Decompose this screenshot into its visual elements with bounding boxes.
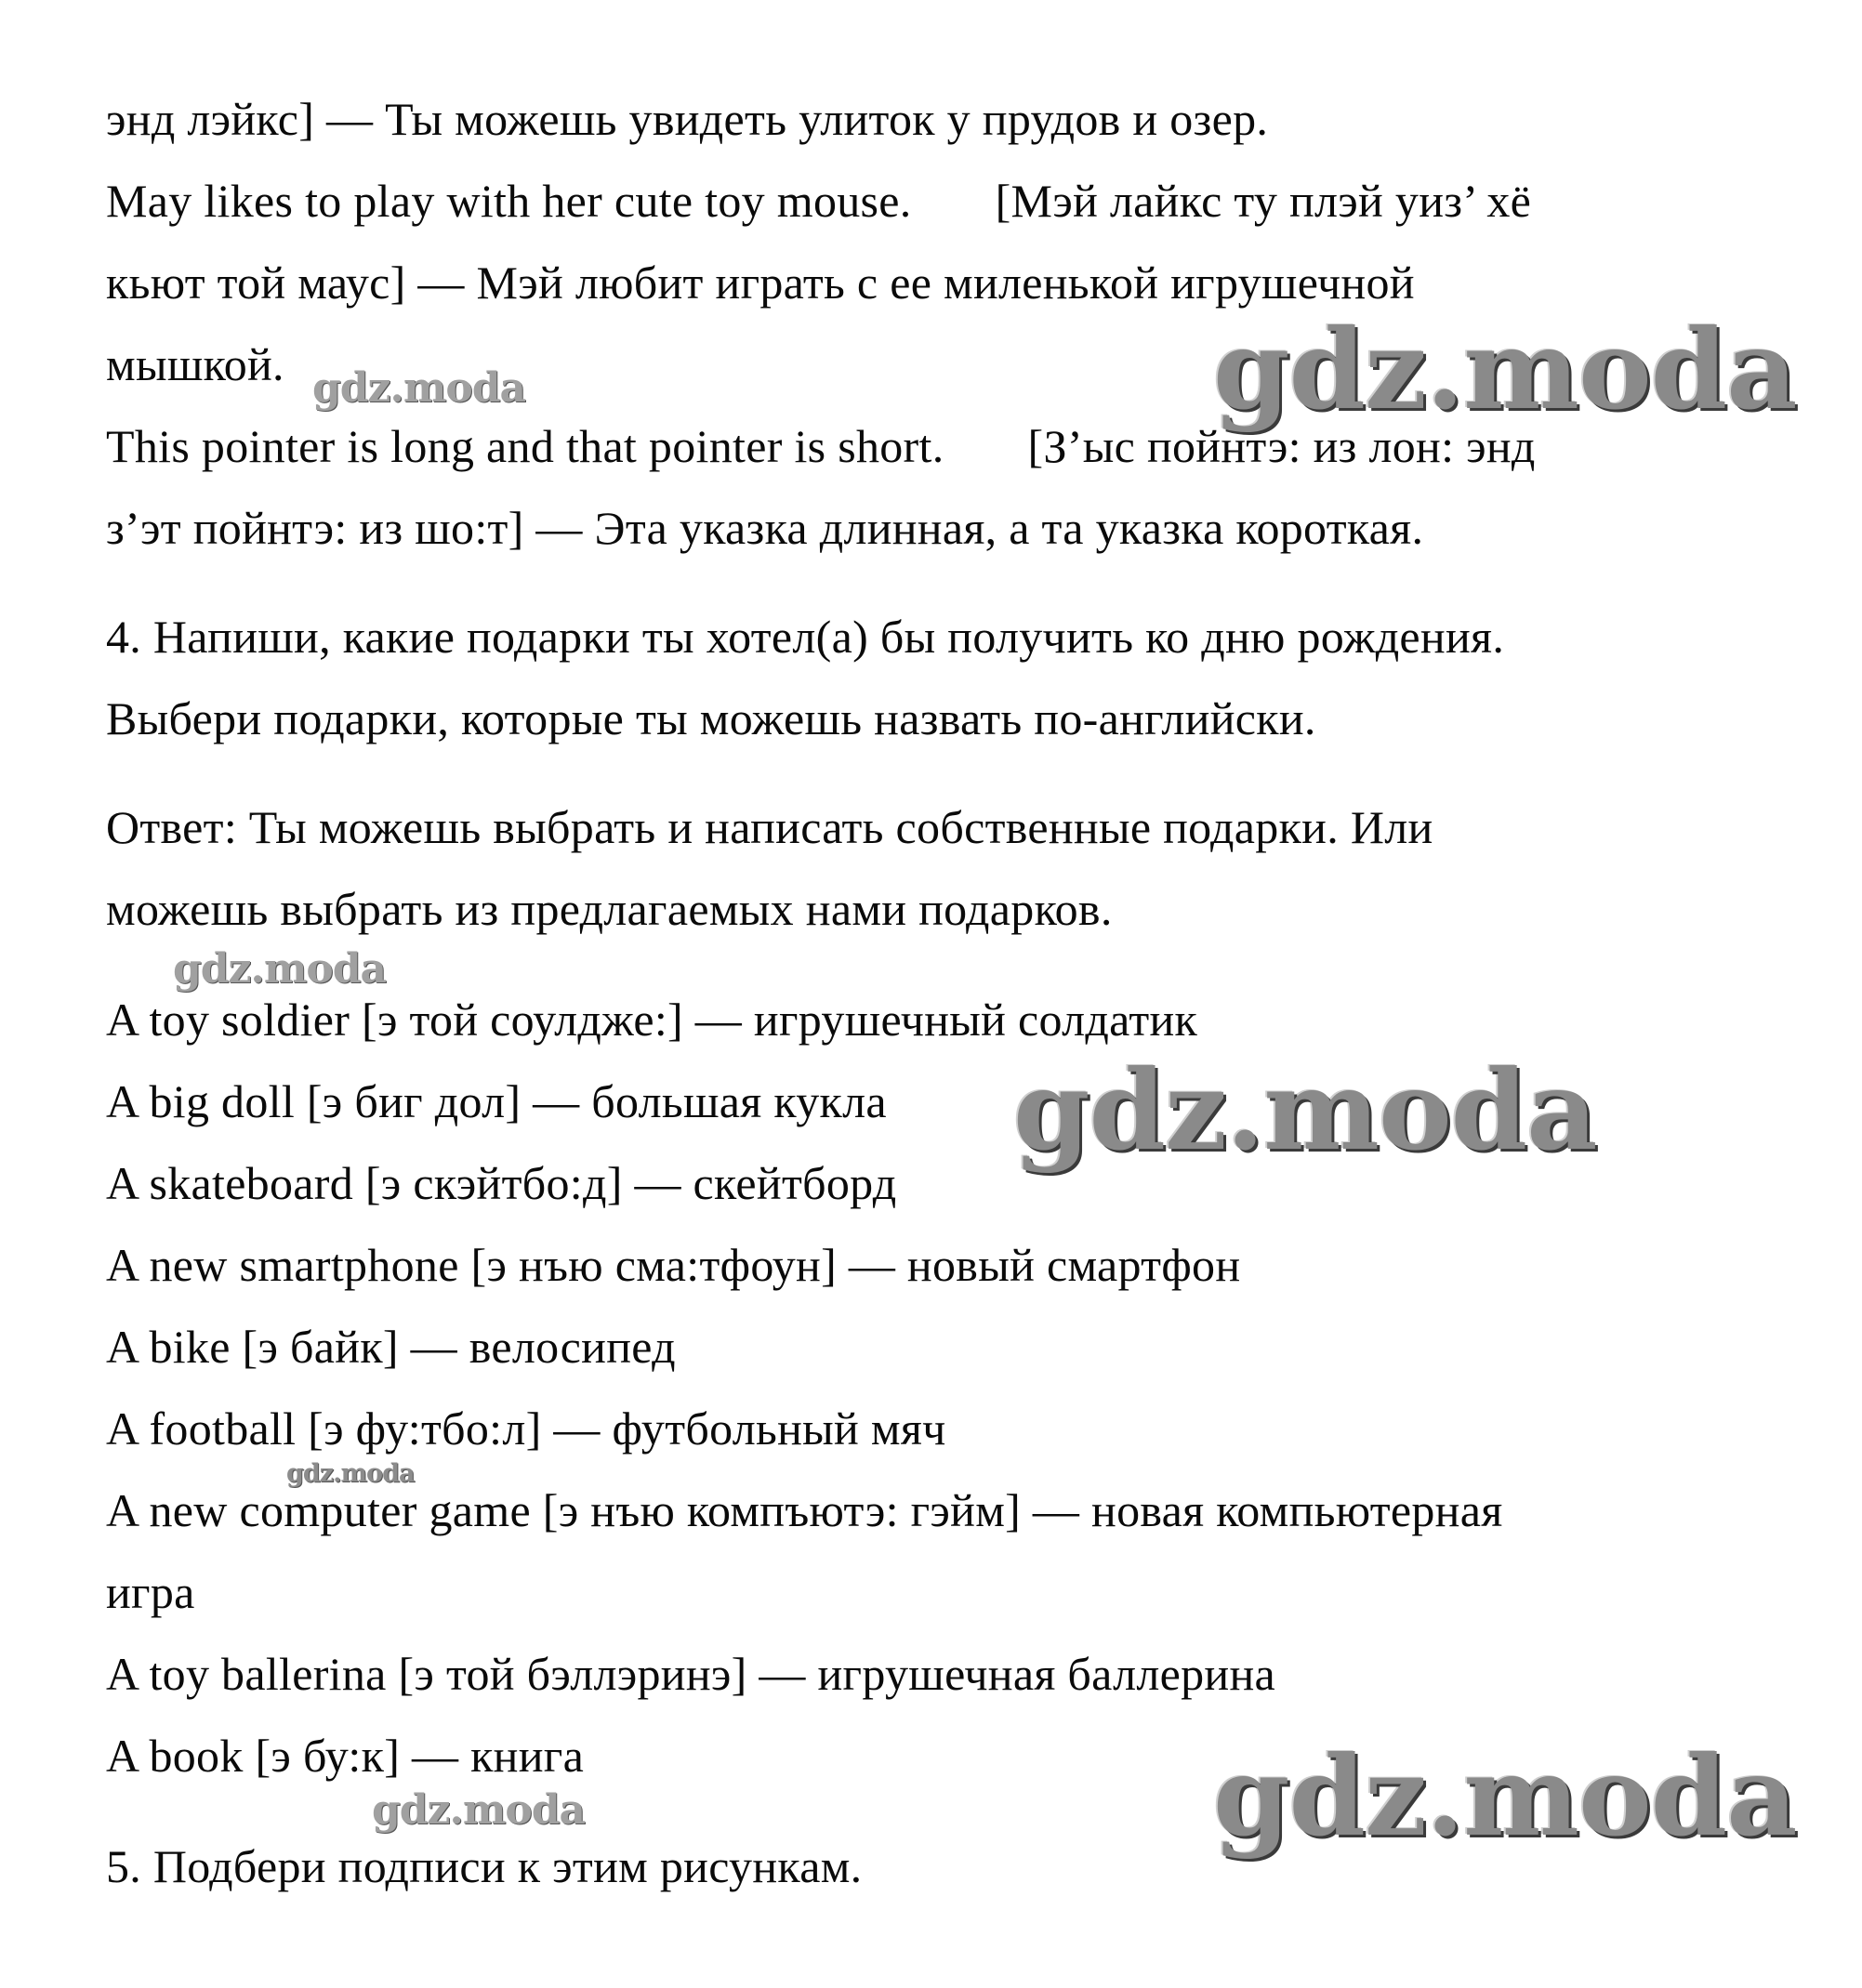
watermark: gdz.moda [372,1786,586,1834]
answer-line-2: можешь выбрать из предлагаемых нами подарков. [106,883,1113,935]
watermark: gdz.moda [1213,305,1797,434]
answer-line-1: Ответ: Ты можешь выбрать и написать собственные подарки. Или [106,801,1433,853]
transcription: [З’ыс пойнтэ: из лон: энд [1027,420,1536,472]
gift-item-continuation: игра [106,1566,195,1618]
watermark: gdz.moda [1213,1731,1797,1861]
gift-item: A new computer game [э нъю компъютэ: гэйм] — новая компьютерная [106,1484,1503,1536]
watermark: gdz.moda [286,1459,415,1488]
gift-item: A football [э фу:тбо:л] — футбольный мяч [106,1402,946,1455]
gift-item: A new smartphone [э нъю сма:тфоун] — новый смартфон [106,1239,1241,1291]
task-4-line-1: 4. Напиши, какие подарки ты хотел(а) бы получить ко дню рождения. [106,611,1505,663]
transcription: [Мэй лайкс ту плэй уиз’ хё [995,175,1532,227]
gift-item: A book [э бу:к] — книга [106,1730,585,1782]
text-line-4: мышкой. [106,338,284,390]
watermark: gdz.moda [1013,1046,1597,1175]
text-line-2 [106,173,1531,229]
english-sentence: This pointer is long and that pointer is short. [106,420,944,472]
gift-item: A toy soldier [э той соулдже:] — игрушечный солдатик [106,994,1198,1046]
gift-item: A big doll [э биг дол] — большая кукла [106,1075,887,1127]
gift-item: A skateboard [э скэйтбо:д] — скейтборд [106,1157,897,1209]
text-line-1: энд лэйкс] — Ты можешь увидеть улиток у прудов и озер. [106,93,1269,145]
gift-item: A toy ballerina [э той бэллэринэ] — игрушечная баллерина [106,1648,1276,1700]
watermark: gdz.moda [312,364,526,412]
text-line-3: кьют той маус] — Мэй любит играть с ее миленькой игрушечной [106,257,1415,309]
task-5-heading: 5. Подбери подписи к этим рисункам. [106,1840,863,1892]
gift-item: A bike [э байк] — велосипед [106,1321,676,1373]
text-line-6: з’эт пойнтэ: из шо:т] — Эта указка длинная, а та указка короткая. [106,502,1424,554]
english-sentence: May likes to play with her cute toy mouse. [106,175,912,227]
watermark: gdz.moda [173,945,387,993]
task-4-line-2: Выбери подарки, которые ты можешь назвать по-английски. [106,692,1316,744]
